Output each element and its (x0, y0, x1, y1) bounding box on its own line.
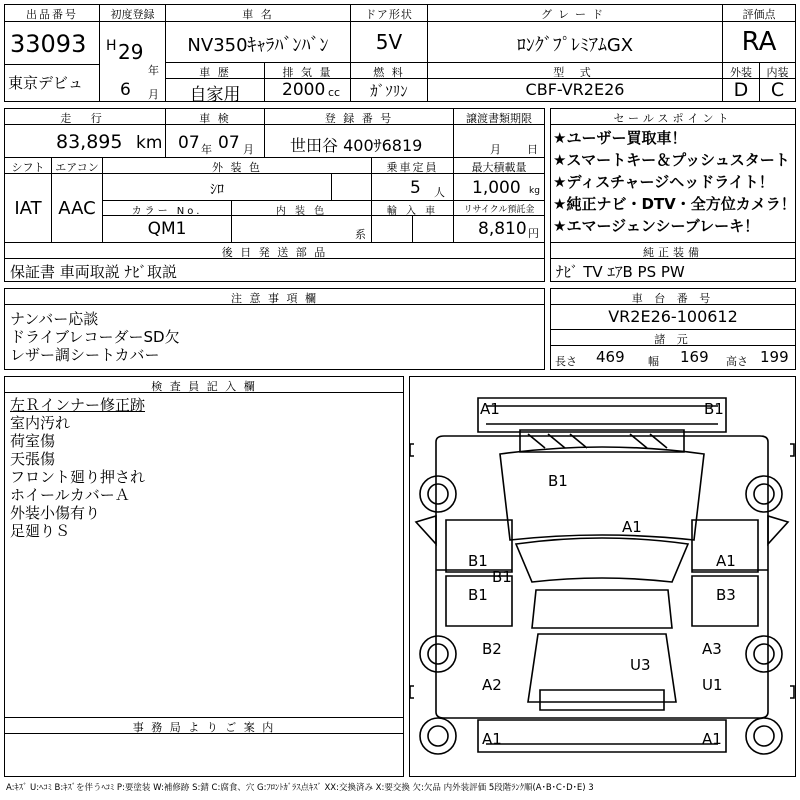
recycle-label: リサイクル預託金 (463, 205, 535, 215)
shift-label: シフト (11, 161, 45, 174)
mileage-unit: km (136, 133, 163, 153)
dims-label: 諸 元 (654, 333, 692, 346)
damage-mark: B1 (468, 586, 488, 604)
load-label: 最大積載量 (471, 161, 527, 174)
legend: A:ｷｽﾞ U:ﾍｺﾐ B:ｷｽﾞを伴うﾍｺﾐ P:要塗装 W:補修跡 S:錆 C:腐食、穴 G:ﾌﾛﾝﾄｶﾞﾗｽ点ｷｽﾞ XX:交換済み X:要交換 欠:欠品 内外装評価 5段階ﾗﾝｸ順(A･B･C･D･E) 3 (6, 783, 594, 793)
first-reg-label: 初度登録 (110, 8, 155, 21)
width-label: 幅 (648, 355, 659, 368)
note-line: ナンバー応談 (10, 310, 99, 328)
capacity: 5 (410, 178, 421, 198)
sales-point: ★ユーザー買取車！ (553, 129, 687, 147)
displacement-label: 排 気 量 (282, 66, 333, 79)
load-unit: kg (529, 186, 540, 196)
inspector-line: ホイールカバーＡ (10, 486, 130, 504)
color-no-label: カラー No. (131, 206, 203, 217)
era: H (106, 38, 117, 54)
month-unit: 月 (148, 88, 159, 101)
damage-mark: B1 (492, 568, 512, 586)
parts: 保証書 車両取説 ﾅﾋﾞ取説 (10, 263, 178, 281)
chassis-label: 車 台 番 号 (631, 292, 715, 305)
import-label: 輸 入 車 (386, 206, 439, 217)
interior-color-label: 内 装 色 (275, 206, 328, 217)
length: 469 (596, 348, 625, 366)
inspection-month-unit: 月 (243, 143, 254, 156)
history-label: 車 歴 (199, 66, 231, 79)
interior-label: 内装 (766, 66, 789, 79)
parts-label: 後 日 発 送 部 品 (221, 246, 328, 259)
mileage-label: 走 行 (60, 112, 110, 125)
ac-label: エアコン (55, 161, 99, 174)
exterior-grade: D (733, 79, 749, 101)
ac: AAC (58, 198, 96, 219)
door: 5V (375, 30, 403, 54)
inspection-year-unit: 年 (201, 143, 212, 156)
interior-grade: C (770, 79, 785, 101)
transfer-day-unit: 日 (527, 143, 538, 156)
office-label: 事 務 局 よ り ご 案 内 (132, 721, 276, 734)
width: 169 (680, 348, 709, 366)
grade: ﾛﾝｸﾞﾌﾟﾚﾐｱﾑGX (516, 35, 634, 56)
reg-month: 6 (120, 80, 131, 100)
model-code: CBF-VR2E26 (525, 80, 625, 99)
note-line: ドライブレコーダーSD欠 (10, 328, 180, 346)
model-code-label: 型 式 (553, 66, 597, 79)
transfer-month-unit: 月 (490, 143, 501, 156)
height-label: 高さ (726, 355, 748, 368)
car-name: NV350ｷｬﾗﾊﾞﾝﾊﾞﾝ (187, 35, 329, 56)
capacity-unit: 人 (434, 186, 445, 199)
damage-mark: A1 (482, 730, 502, 748)
history: 自家用 (189, 85, 241, 105)
inspection-label: 車 検 (199, 112, 231, 125)
damage-mark: B1 (468, 552, 488, 570)
damage-mark: A2 (482, 676, 502, 694)
sales-label: セールスポイント (613, 112, 733, 125)
plate: 世田谷 400ｻ6819 (290, 136, 423, 155)
damage-mark: U1 (702, 676, 723, 694)
note-line: レザー調シートカバー (10, 346, 160, 364)
mileage: 83,895 (56, 131, 123, 153)
damage-mark: B3 (716, 586, 736, 604)
inspector-line: 室内汚れ (10, 414, 71, 432)
score: RA (741, 27, 777, 57)
inspector-line: 外装小傷有り (10, 504, 101, 522)
recycle: 8,810 (478, 219, 527, 239)
equipment: ﾅﾋﾞ TV ｴｱB PS PW (556, 263, 685, 281)
inspector-line: 荷室傷 (10, 432, 56, 450)
fuel-label: 燃 料 (373, 66, 405, 79)
reg-year: 29 (118, 40, 144, 64)
grade-label: グレード (541, 8, 609, 21)
displacement-unit: cc (328, 86, 341, 99)
fuel: ｶﾞｿﾘﾝ (370, 82, 408, 100)
inspection-month: 07 (218, 133, 240, 153)
damage-mark: A1 (480, 400, 500, 418)
car-name-label: 車 名 (242, 8, 274, 21)
door-label: ドア形状 (365, 8, 413, 21)
load: 1,000 (472, 178, 521, 198)
inspector-label: 検 査 員 記 入 欄 (151, 380, 257, 393)
inspector-line: 足廻りＳ (10, 522, 71, 540)
equipment-label: 純正装備 (643, 246, 703, 259)
year-unit: 年 (148, 64, 159, 77)
damage-mark: B1 (704, 400, 724, 418)
damage-mark: A3 (702, 640, 722, 658)
transfer-label: 譲渡書類期限 (466, 112, 532, 125)
capacity-label: 乗車定員 (386, 161, 439, 174)
sales-point: ★純正ナビ・DTV・全方位カメラ！ (553, 195, 796, 213)
sales-point: ★ディスチャージヘッドライト！ (553, 173, 774, 191)
sales-point: ★エマージェンシーブレーキ！ (553, 217, 760, 235)
score-label: 評価点 (742, 8, 776, 21)
chassis-number: VR2E26-100612 (608, 307, 738, 326)
color: ｼﾛ (210, 182, 224, 198)
damage-mark: U3 (630, 656, 651, 674)
plate-label: 登 録 番 号 (324, 112, 394, 125)
damage-mark: B2 (482, 640, 502, 658)
interior-color-unit: 系 (355, 228, 366, 241)
inspector-line: フロント廻り押され (10, 468, 146, 486)
length-label: 長さ (555, 355, 577, 368)
inspection-year: 07 (178, 133, 200, 153)
damage-mark: A1 (622, 518, 642, 536)
displacement: 2000 (282, 80, 326, 100)
recycle-unit: 円 (528, 227, 539, 240)
damage-mark: A1 (702, 730, 722, 748)
venue: 東京デビュ (8, 74, 84, 92)
sales-point: ★スマートキー＆プッシュスタート (553, 151, 790, 169)
damage-mark: A1 (716, 552, 736, 570)
color-no: QM1 (147, 219, 187, 239)
lot-label: 出品番号 (26, 8, 78, 21)
color-label: 外 装 色 (212, 161, 262, 174)
lot-number: 33093 (10, 30, 87, 58)
notes-label: 注 意 事 項 欄 (231, 292, 318, 305)
inspector-line: 天張傷 (10, 450, 56, 468)
damage-mark: B1 (548, 472, 568, 490)
height: 199 (760, 348, 789, 366)
shift: IAT (14, 198, 42, 219)
inspector-line: 左Ｒインナー修正跡 (10, 396, 146, 414)
exterior-label: 外装 (730, 66, 752, 79)
